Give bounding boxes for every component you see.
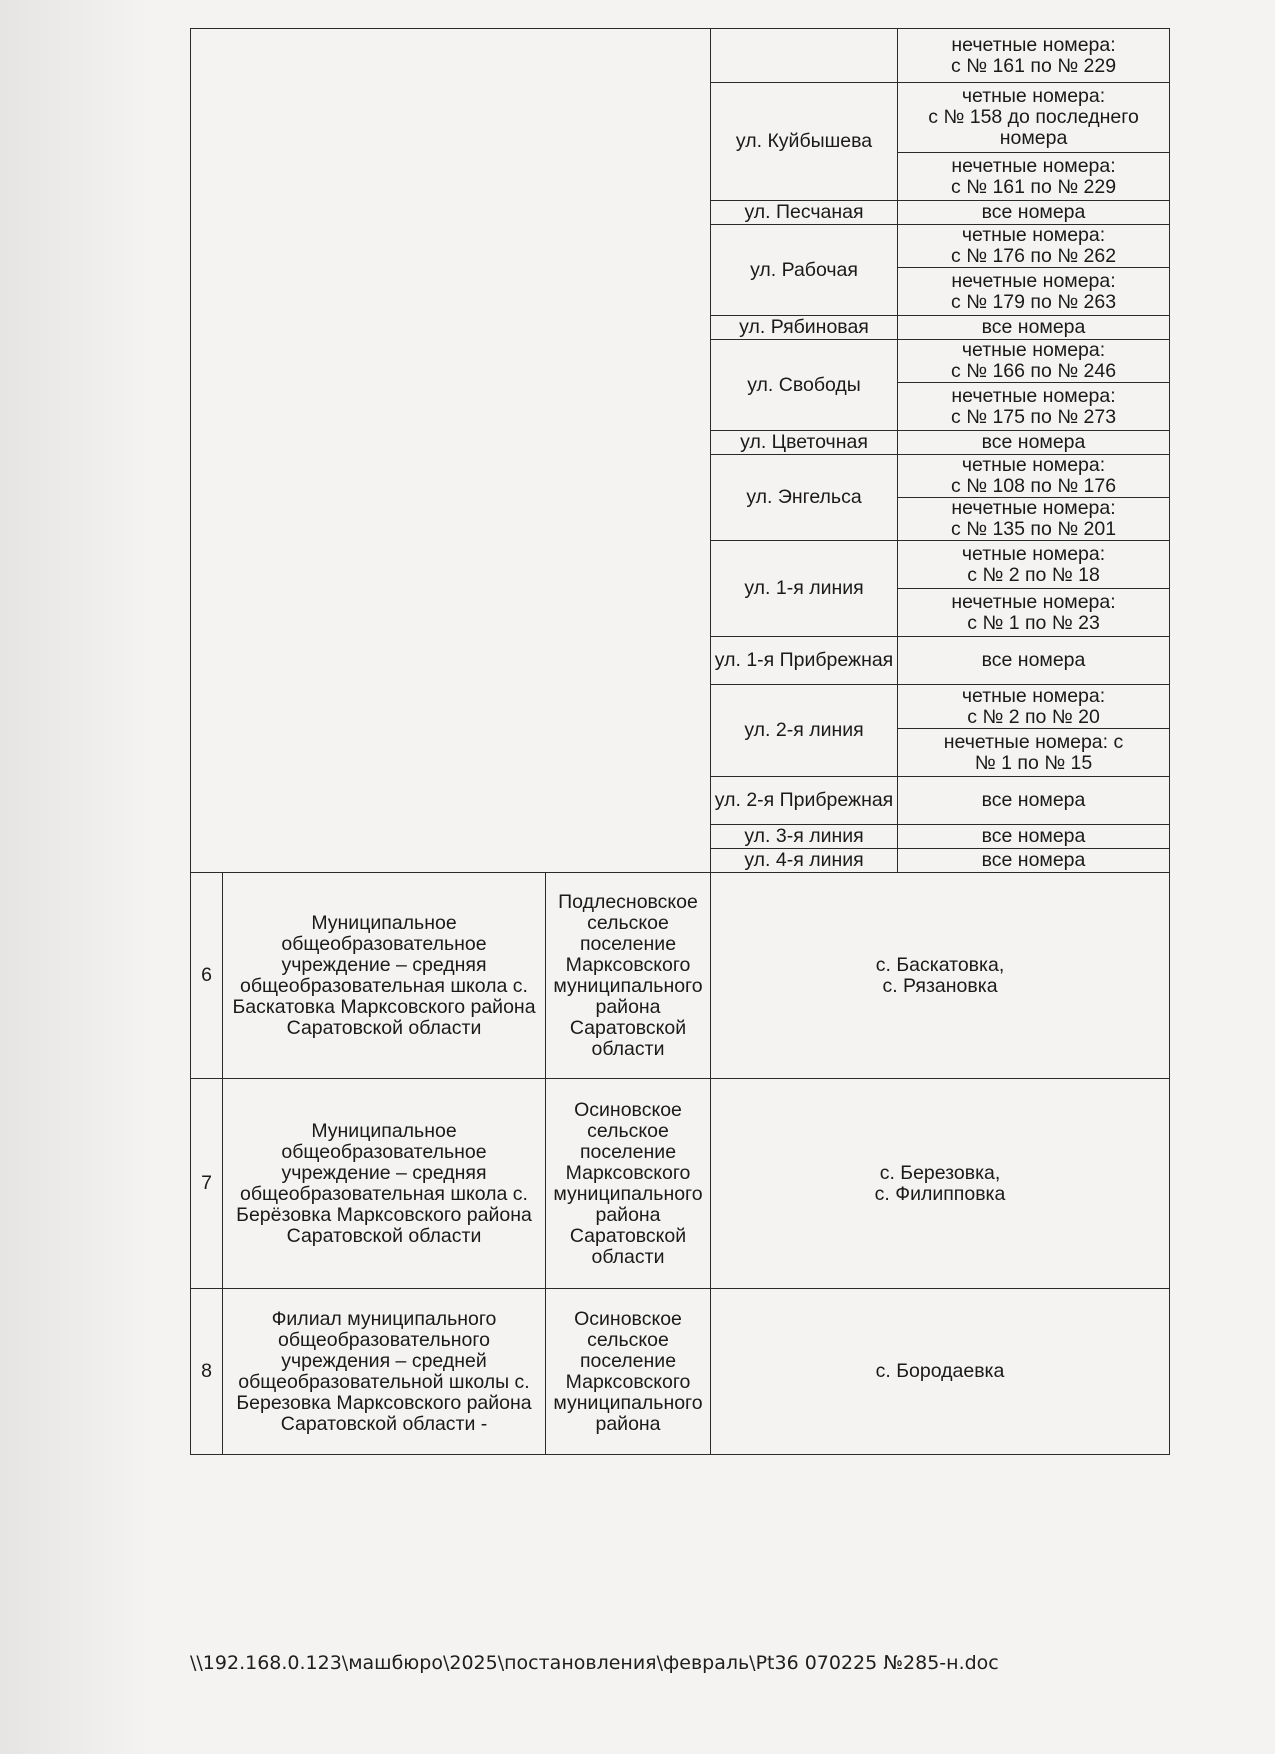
house-numbers-cell (898, 498, 1170, 541)
village-name: с. Бородаевка (875, 1360, 1005, 1382)
school-name-cell: Филиал муниципального общеобразовательного учреждения – средней общеобразовательной школы с. Березовка Марксовского района Саратовской области - (223, 1289, 546, 1455)
number-range: с № 1 по № 23 (967, 611, 1100, 634)
house-numbers-cell (898, 29, 1170, 83)
village-name: с. Филипповка (874, 1182, 1006, 1205)
house-numbers-cell (898, 637, 1170, 685)
number-range: с № 166 по № 246 (950, 360, 1117, 382)
house-numbers-cell (898, 729, 1170, 777)
number-range: с № 176 по № 262 (950, 245, 1117, 267)
house-numbers-cell (898, 777, 1170, 825)
school-name-cell: Муниципальное общеобразовательное учреждение – средняя общеобразовательная школа с. Берёзовка Марксовского района Саратовской области (223, 1079, 546, 1289)
parity-label: все номера (981, 825, 1086, 847)
table-row (191, 873, 1170, 1079)
villages-cell (711, 873, 1170, 1079)
village-name: с. Березовка, (879, 1161, 1001, 1184)
house-numbers-cell (898, 225, 1170, 268)
house-numbers-cell (898, 541, 1170, 589)
parity-label: нечетные номера: (951, 497, 1116, 519)
row-number: 6 (191, 873, 223, 1079)
parity-label: все номера (981, 431, 1086, 453)
table-row (191, 1079, 1170, 1289)
house-numbers-cell (898, 83, 1170, 153)
street-cell: ул. Куйбышева (711, 83, 898, 201)
number-range: с № 135 по № 201 (950, 518, 1117, 540)
table-row (191, 1289, 1170, 1455)
number-range: № 1 по № 15 (974, 751, 1093, 774)
street-cell: ул. 4-я линия (711, 849, 898, 873)
bleed-through-cell (191, 29, 711, 873)
villages-cell (711, 1289, 1170, 1455)
street-cell: ул. 1-я линия (711, 541, 898, 637)
parity-label: все номера (981, 849, 1086, 871)
number-range: с № 161 по № 229 (950, 175, 1117, 198)
house-numbers-cell (898, 153, 1170, 201)
number-range: с № 158 до последнего номера (928, 106, 1139, 149)
house-numbers-cell (898, 201, 1170, 225)
parity-label: четные номера: (961, 542, 1106, 565)
house-numbers-cell (898, 825, 1170, 849)
number-range: с № 175 по № 273 (950, 405, 1117, 428)
parity-label: все номера (981, 789, 1086, 811)
parity-label: нечетные номера: (951, 590, 1116, 613)
house-numbers-cell (898, 340, 1170, 383)
number-range: с № 2 по № 20 (967, 705, 1100, 728)
street-cell: ул. Свободы (711, 340, 898, 431)
parity-label: нечетные номера: (951, 154, 1116, 177)
street-cell: ул. 3-я линия (711, 825, 898, 849)
house-numbers-cell (898, 316, 1170, 340)
row-number: 7 (191, 1079, 223, 1289)
number-range: с № 161 по № 229 (950, 54, 1117, 77)
parity-label: все номера (981, 201, 1086, 223)
number-range: с № 2 по № 18 (967, 563, 1100, 586)
row-number: 8 (191, 1289, 223, 1455)
number-range: с № 179 по № 263 (950, 290, 1117, 313)
street-cell: ул. 2-я Прибрежная (711, 777, 898, 825)
scan-shadow (0, 0, 150, 1754)
settlement-cell: Подлесновское сельское поселение Марксовского муниципального района Саратовской области (546, 873, 711, 1079)
schools-table (190, 28, 1170, 1455)
parity-label: все номера (981, 649, 1086, 671)
parity-label: четные номера: (961, 224, 1106, 246)
street-cell: ул. Энгельса (711, 455, 898, 541)
parity-label: нечетные номера: (951, 384, 1116, 407)
parity-label: нечетные номера: с (943, 730, 1124, 753)
house-numbers-cell (898, 455, 1170, 498)
school-name-cell: Муниципальное общеобразовательное учреждение – средняя общеобразовательная школа с. Баскатовка Марксовского района Саратовской области (223, 873, 546, 1079)
parity-label: все номера (981, 316, 1086, 338)
number-range: с № 108 по № 176 (950, 475, 1117, 497)
house-numbers-cell (898, 685, 1170, 729)
settlement-cell: Осиновское сельское поселение Марксовского муниципального района Саратовской области (546, 1079, 711, 1289)
street-cell: ул. Песчаная (711, 201, 898, 225)
parity-label: нечетные номера: (951, 269, 1116, 292)
street-cell: ул. 2-я линия (711, 685, 898, 777)
house-numbers-cell (898, 268, 1170, 316)
house-numbers-cell (898, 431, 1170, 455)
villages-cell (711, 1079, 1170, 1289)
file-path-footer: \\192.168.0.123\машбюро\2025\постановления\февраль\Pt36 070225 №285-н.doc (190, 1652, 999, 1674)
street-cell: ул. Цветочная (711, 431, 898, 455)
street-cell: ул. 1-я Прибрежная (711, 637, 898, 685)
house-numbers-cell (898, 589, 1170, 637)
parity-label: нечетные номера: (951, 33, 1116, 56)
parity-label: четные номера: (961, 339, 1106, 361)
street-cell (711, 29, 898, 83)
street-cell: ул. Рябиновая (711, 316, 898, 340)
parity-label: четные номера: (961, 85, 1106, 107)
house-numbers-cell (898, 849, 1170, 873)
settlement-cell: Осиновское сельское поселение Марксовского муниципального района (546, 1289, 711, 1455)
street-cell: ул. Рабочая (711, 225, 898, 316)
parity-label: четные номера: (961, 454, 1106, 476)
house-numbers-cell (898, 383, 1170, 431)
table-row (191, 29, 1170, 83)
village-name: с. Рязановка (882, 974, 998, 997)
table-body (191, 29, 1170, 1455)
village-name: с. Баскатовка, (875, 953, 1005, 976)
parity-label: четные номера: (961, 684, 1106, 707)
